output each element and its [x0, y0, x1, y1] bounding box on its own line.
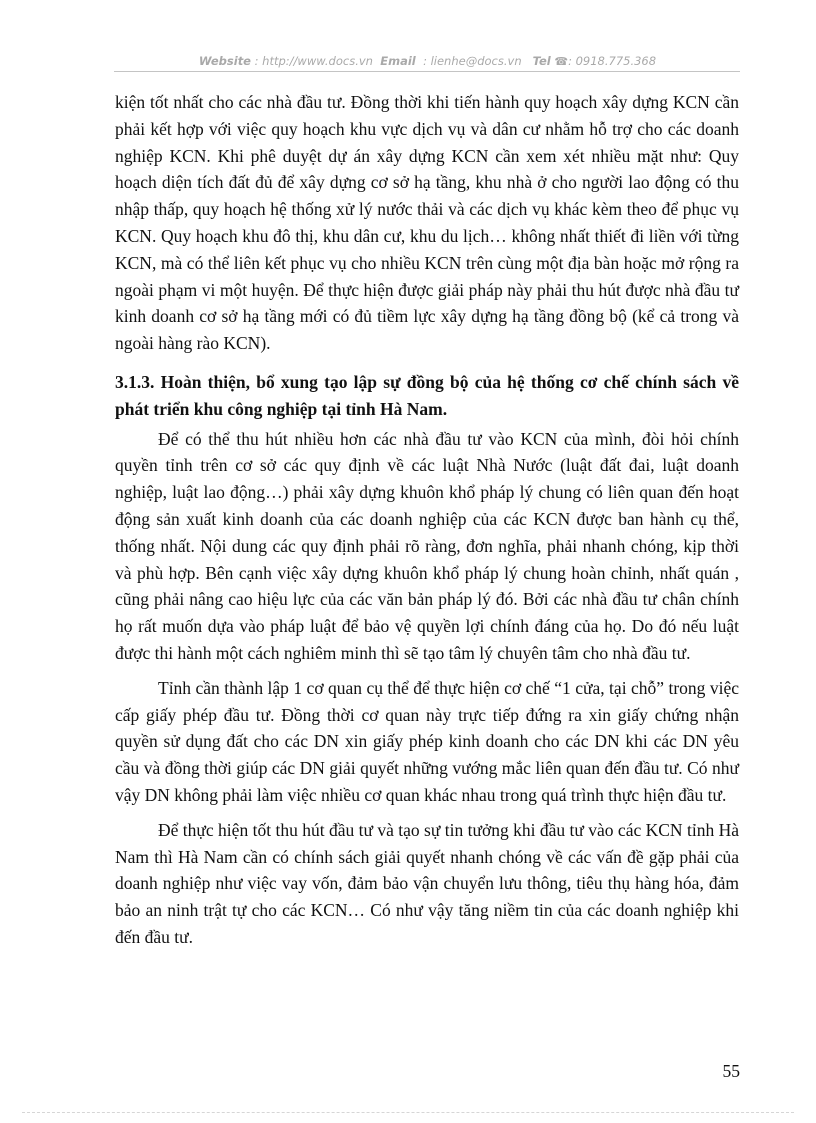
tel-label: Tel: [532, 54, 551, 68]
website-value: : http://www.docs.vn: [254, 54, 373, 68]
email-label: Email: [380, 54, 416, 68]
header-divider: [114, 71, 740, 72]
phone-icon: ☎: [554, 55, 569, 68]
section-heading: 3.1.3. Hoàn thiện, bổ xung tạo lập sự đồng bộ của hệ thống cơ chế chính sách về phát triển khu công nghiệp tại tỉnh Hà Nam.: [115, 371, 739, 419]
paragraph: Để có thể thu hút nhiều hơn các nhà đầu tư vào KCN của mình, đòi hỏi chính quyền tỉnh trên cơ sở các quy định về các luật Nhà Nước (luật đất đai, luật doanh nghiệp, luật lao động…) phải xây dựng khuôn khổ pháp lý chung có liên quan đến hoạt động sản xuất kinh doanh của các doanh nghiệp của các KCN được ban hành cụ thể, thống nhất. Nội dung các quy định phải rõ ràng, đơn nghĩa, phải nhanh chóng, kịp thời và phù hợp. Bên cạnh việc xây dựng khuôn khổ pháp lý chung hoàn chỉnh, nhất quán , cũng phải nâng cao hiệu lực của các văn bản pháp lý đó. Bởi các nhà đầu tư chân chính họ rất muốn dựa vào pháp luật để bảo vệ quyền lợi chính đáng của họ. Do đó nếu luật được thi hành một cách nghiêm minh thì sẽ tạo tâm lý chuyên tâm cho nhà đầu tư.: [115, 428, 739, 663]
paragraph: kiện tốt nhất cho các nhà đầu tư. Đồng thời khi tiến hành quy hoạch xây dựng KCN cần phải kết hợp với việc quy hoạch khu vực dịch vụ và dân cư nhằm hỗ trợ cho các doanh nghiệp KCN. Khi phê duyệt dự án xây dựng KCN cần xem xét nhiều mặt như: Quy hoạch diện tích đất đủ để xây dựng cơ sở hạ tầng, khu nhà ở cho người lao động có thu nhập thấp, quy hoạch hệ thống xử lý nước thải và các dịch vụ khác kèm theo để phục vụ KCN. Quy hoạch khu đô thị, khu dân cư, khu du lịch… không nhất thiết đi liền với từng KCN, mà có thể liên kết phục vụ cho nhiều KCN trên cùng một địa bàn hoặc mở rộng ra ngoài phạm vi một huyện. Để thực hiện được giải pháp này phải thu hút được nhà đầu tư kinh doanh cơ sở hạ tầng mới có đủ tiềm lực xây dựng hạ tầng đồng bộ (kể cả trong và ngoài hàng rào KCN).: [115, 92, 739, 354]
footer-divider: [22, 1112, 794, 1113]
page-number: 55: [722, 1061, 740, 1081]
page-header: [115, 51, 740, 73]
paragraph: Tỉnh cần thành lập 1 cơ quan cụ thể để thực hiện cơ chế “1 cửa, tại chỗ” trong việc cấp giấy phép đầu tư. Đồng thời cơ quan này trực tiếp đứng ra xin giấy chứng nhận quyền sử dụng đất cho các DN xin giấy phép kinh doanh cho các DN khi các DN yêu cầu và đồng thời giúp các DN giải quyết những vướng mắc liên quan đến đầu tư. Có như vậy DN không phải làm việc nhiều cơ quan khác nhau trong quá trình thực hiện đầu tư.: [115, 677, 739, 805]
document-body: [115, 89, 739, 951]
website-label: Website: [198, 54, 251, 68]
email-value: : lienhe@docs.vn: [423, 54, 522, 68]
tel-value: : 0918.775.368: [568, 54, 657, 68]
paragraph: Để thực hiện tốt thu hút đầu tư và tạo sự tin tưởng khi đầu tư vào các KCN tỉnh Hà Nam thì Hà Nam cần có chính sách giải quyết nhanh chóng về các vấn đề gặp phải của doanh nghiệp như việc vay vốn, đảm bảo vận chuyển lưu thông, tiêu thụ hàng hóa, đảm bảo an ninh trật tự cho các KCN… Có như vậy tăng niềm tin của các doanh nghiệp khi đến đầu tư.: [115, 819, 739, 947]
